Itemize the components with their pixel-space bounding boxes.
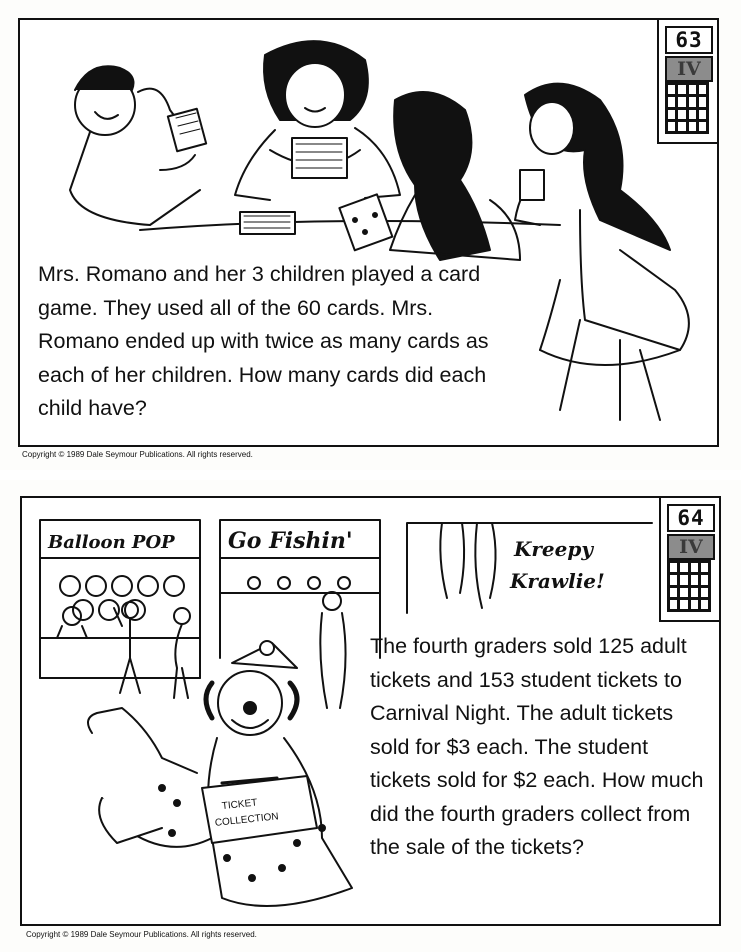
copyright-notice: Copyright © 1989 Dale Seymour Publications. All rights reserved. (22, 450, 253, 459)
girl-back-figure (339, 92, 520, 260)
card-number: 64 (667, 504, 715, 532)
booth-sign-krawlie: Krawlie! (510, 569, 605, 593)
grid-icon (665, 82, 709, 134)
boy-figure (70, 66, 206, 225)
level-label: IV (667, 534, 715, 560)
card-badge (659, 498, 719, 622)
booth-sign-fishing: Go Fishin' (228, 528, 353, 554)
grid-icon (667, 560, 711, 612)
booth-sign-balloon: Balloon POP (48, 532, 175, 553)
clown-figure (88, 641, 352, 906)
card-number: 63 (665, 26, 713, 54)
problem-card-63 (0, 0, 741, 470)
card-badge (657, 20, 717, 144)
booth-sign-kreepy: Kreepy (514, 537, 593, 561)
problem-text: Mrs. Romano and her 3 children played a card game. They used all of the 60 cards. Mrs. Romano ended up with twice as many cards as each of her children. How many cards did each child have? (38, 262, 489, 420)
card-frame (18, 18, 719, 447)
ticket-box-label-1: TICKET (221, 797, 258, 813)
copyright-notice: Copyright © 1989 Dale Seymour Publications. All rights reserved. (26, 930, 257, 939)
card-frame (20, 496, 721, 926)
level-label: IV (665, 56, 713, 82)
ticket-box-label-2: COLLECTION (214, 811, 280, 829)
problem-text: The fourth graders sold 125 adult tickets and 153 student tickets to Carnival Night. The adult tickets sold for $3 each. The student tickets sold for $2 each. How much did the fourth graders collect from the sale of the tickets? (370, 634, 704, 859)
problem-card-64 (0, 480, 741, 952)
